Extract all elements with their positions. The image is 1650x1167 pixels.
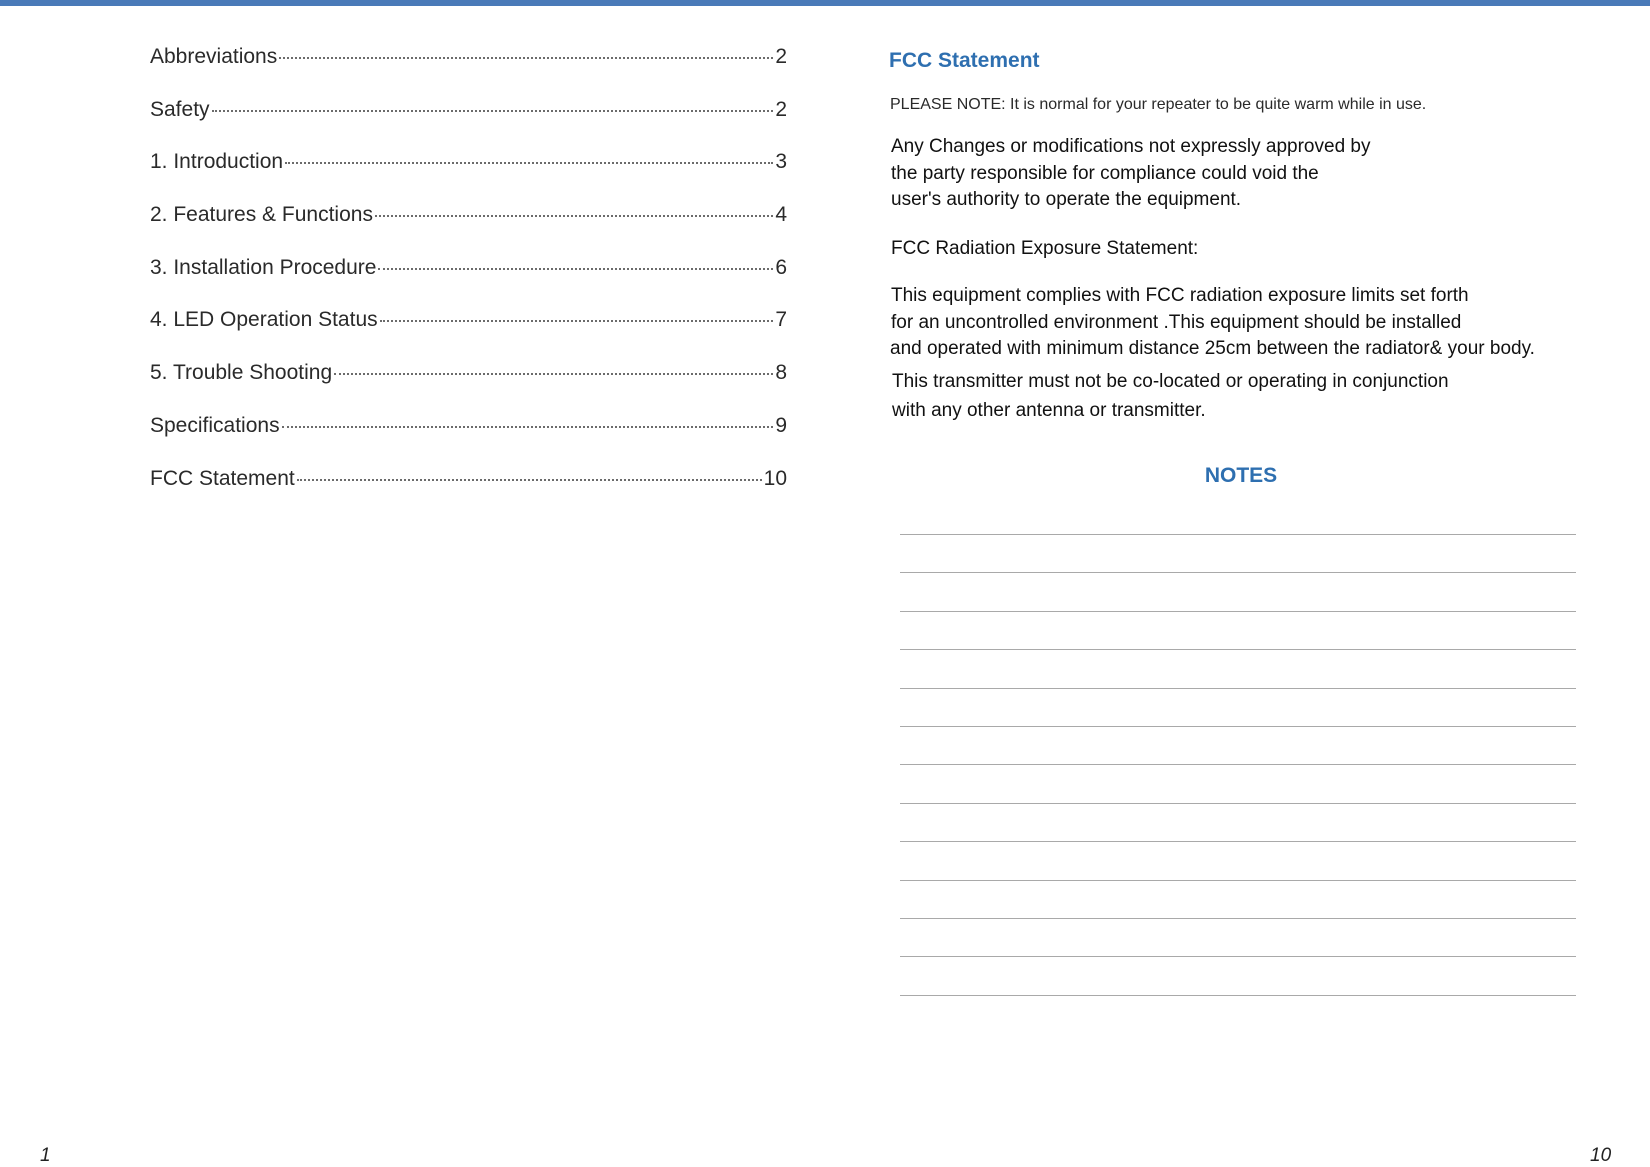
toc-entry-page: 4 bbox=[775, 203, 787, 227]
changes-paragraph bbox=[891, 134, 1370, 214]
toc-entry-label: FCC Statement bbox=[150, 466, 295, 490]
note-ruled-line bbox=[900, 956, 1576, 994]
note-ruled-line bbox=[900, 688, 1576, 726]
note-ruled-line bbox=[900, 726, 1576, 764]
exposure-paragraph bbox=[891, 283, 1535, 363]
toc-dot-leader bbox=[375, 215, 773, 217]
notes-title: NOTES bbox=[1204, 464, 1278, 487]
toc-dot-leader bbox=[378, 268, 773, 270]
toc-entry-label: 1. Introduction bbox=[150, 150, 284, 174]
note-ruled-line bbox=[900, 572, 1576, 610]
toc-entry-fcc-statement[interactable] bbox=[150, 467, 787, 520]
toc-entry-page: 2 bbox=[775, 97, 787, 121]
transmitter-paragraph bbox=[892, 367, 1449, 425]
toc-entry-led-status[interactable] bbox=[150, 308, 787, 361]
note-ruled-line bbox=[900, 649, 1576, 687]
paragraph-line: the party responsible for compliance could void the bbox=[891, 162, 1319, 184]
toc-entry-page: 2 bbox=[775, 45, 787, 68]
paragraph-line: This transmitter must not be co-located or operating in conjunction bbox=[892, 371, 1449, 392]
toc-entry-safety[interactable] bbox=[150, 98, 787, 151]
toc-entry-label: 4. LED Operation Status bbox=[150, 308, 378, 332]
top-accent-bar bbox=[0, 0, 1650, 6]
notes-lines bbox=[900, 534, 1576, 1033]
toc-entry-label: 3. Installation Procedure bbox=[150, 255, 377, 279]
note-ruled-line bbox=[900, 611, 1576, 649]
note-ruled-line bbox=[900, 534, 1576, 572]
toc-entry-page: 7 bbox=[775, 308, 787, 332]
toc-entry-page: 3 bbox=[775, 150, 787, 174]
toc-entry-page: 9 bbox=[775, 413, 787, 437]
note-ruled-line bbox=[900, 918, 1576, 956]
toc-entry-label: Specifications bbox=[150, 413, 280, 437]
toc-dot-leader bbox=[297, 479, 762, 481]
warm-note: PLEASE NOTE: It is normal for your repeater to be quite warm while in use. bbox=[890, 96, 1427, 113]
toc-entry-page: 8 bbox=[775, 361, 787, 385]
toc-dot-leader bbox=[285, 162, 773, 164]
toc-entry-page: 10 bbox=[763, 466, 787, 490]
toc-entry-label: Safety bbox=[150, 97, 210, 121]
toc-dot-leader bbox=[212, 110, 774, 112]
toc-entry-page: 6 bbox=[775, 255, 787, 279]
toc-entry-label: 2. Features & Functions bbox=[150, 203, 373, 227]
toc-entry-trouble-shooting[interactable] bbox=[150, 361, 787, 414]
toc-dot-leader bbox=[380, 320, 774, 322]
toc-entry-label: Abbreviations bbox=[150, 45, 278, 68]
paragraph-line: with any other antenna or transmitter. bbox=[892, 400, 1206, 421]
toc-entry-features[interactable] bbox=[150, 203, 787, 256]
paragraph-line: and operated with minimum distance 25cm between the radiator& your body. bbox=[890, 338, 1535, 359]
page-number-right: 10 bbox=[1590, 1145, 1612, 1166]
paragraph-line: user's authority to operate the equipment. bbox=[891, 189, 1242, 210]
toc-entry-introduction[interactable] bbox=[150, 150, 787, 203]
toc-dot-leader bbox=[282, 426, 774, 428]
note-ruled-line bbox=[900, 995, 1576, 1033]
paragraph-line: This equipment complies with FCC radiation exposure limits set forth bbox=[891, 285, 1469, 306]
toc-dot-leader bbox=[334, 373, 773, 375]
note-ruled-line bbox=[900, 880, 1576, 918]
exposure-heading: FCC Radiation Exposure Statement: bbox=[891, 238, 1199, 259]
paragraph-line: Any Changes or modifications not expressly approved by bbox=[891, 136, 1371, 157]
toc-entry-abbreviations[interactable] bbox=[150, 45, 787, 98]
toc-entry-installation[interactable] bbox=[150, 256, 787, 309]
toc-entry-label: 5. Trouble Shooting bbox=[150, 361, 333, 385]
toc-dot-leader bbox=[279, 57, 773, 59]
paragraph-line: for an uncontrolled environment .This equipment should be installed bbox=[891, 311, 1462, 333]
fcc-statement-title: FCC Statement bbox=[889, 49, 1040, 72]
note-ruled-line bbox=[900, 803, 1576, 841]
page-number-left: 1 bbox=[40, 1145, 51, 1166]
table-of-contents bbox=[150, 45, 787, 519]
note-ruled-line bbox=[900, 841, 1576, 879]
toc-entry-specifications[interactable] bbox=[150, 414, 787, 467]
note-ruled-line bbox=[900, 764, 1576, 802]
